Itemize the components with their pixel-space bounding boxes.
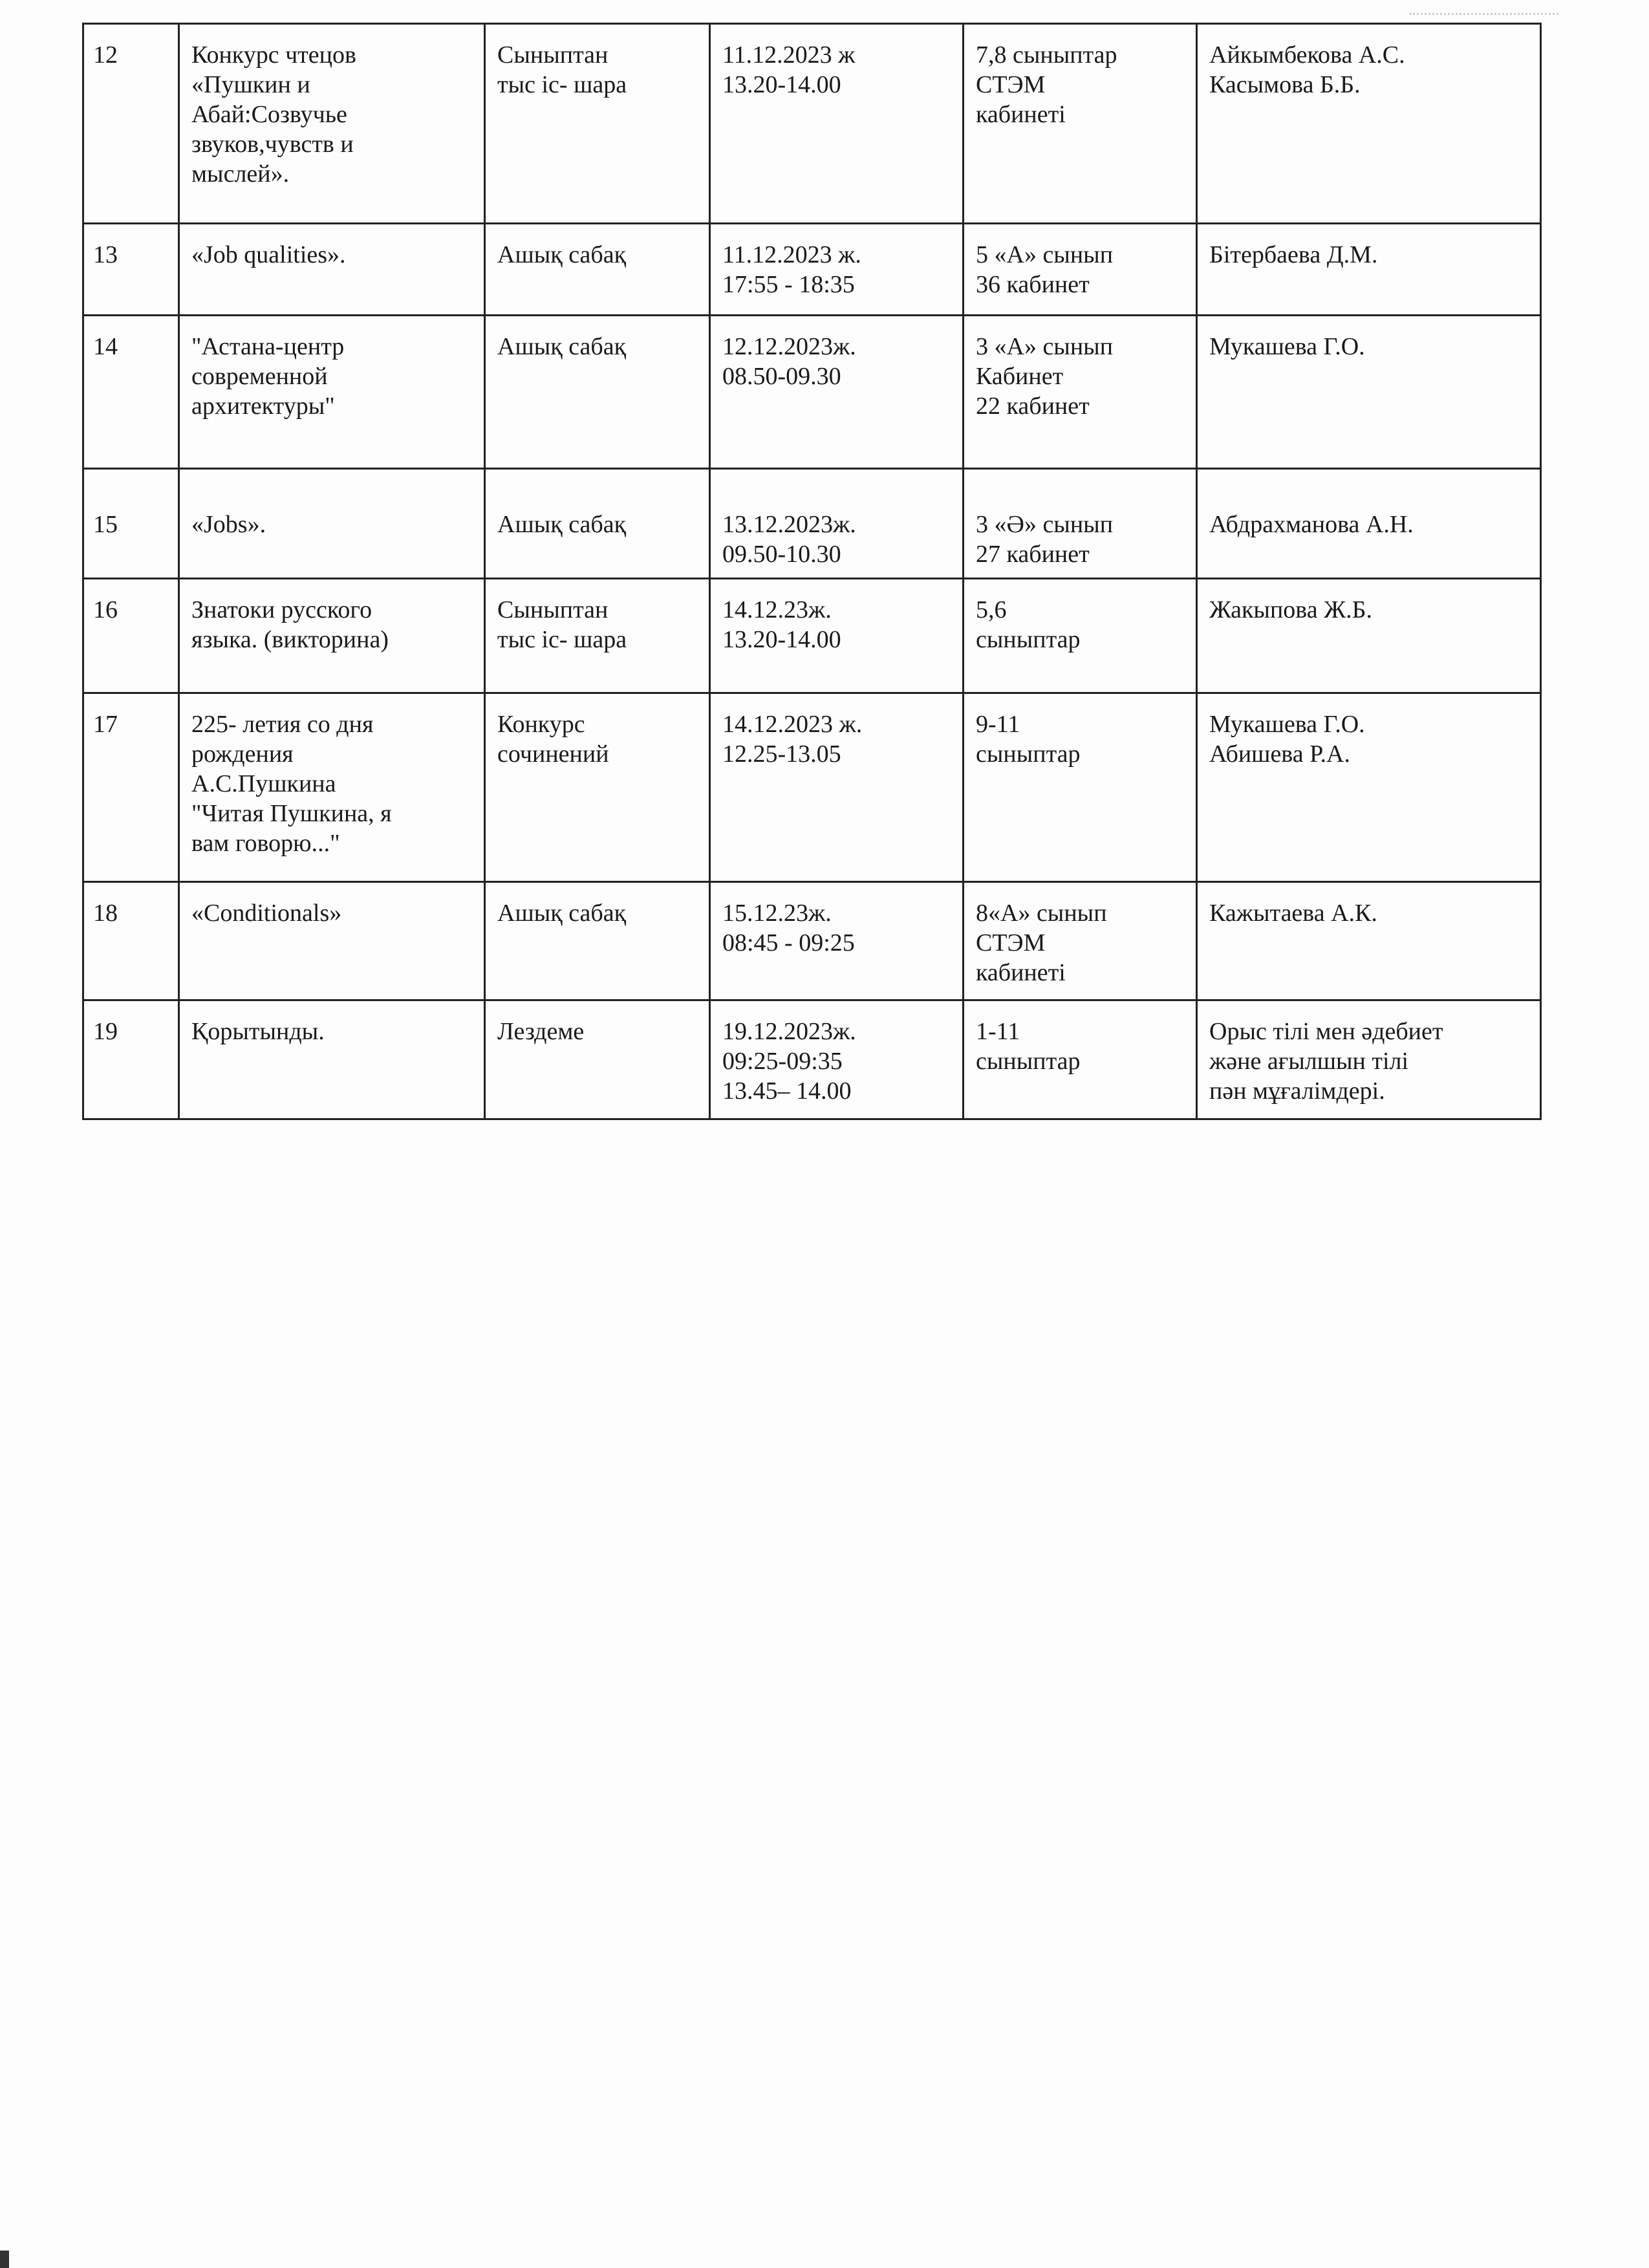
event-responsible: Мукашева Г.О. xyxy=(1197,316,1541,469)
table-row xyxy=(83,469,1541,579)
event-responsible: Кажытаева А.К. xyxy=(1197,882,1541,1000)
event-form: Сыныптан тыс іс- шара xyxy=(485,24,710,224)
table-row xyxy=(83,882,1541,1000)
event-date: 11.12.2023 ж 13.20-14.00 xyxy=(710,24,964,224)
event-place: 1-11 сыныптар xyxy=(964,1000,1197,1119)
event-form: Ашық сабақ xyxy=(485,469,710,579)
table-row xyxy=(83,24,1541,224)
event-place: 5,6 сыныптар xyxy=(964,579,1197,693)
event-form: Ашық сабақ xyxy=(485,882,710,1000)
table-row xyxy=(83,693,1541,882)
event-responsible: Орыс тілі мен әдебиет және ағылшын тілі пән мұғалімдері. xyxy=(1197,1000,1541,1119)
table-row xyxy=(83,316,1541,469)
row-number: 13 xyxy=(83,224,179,316)
row-number: 19 xyxy=(83,1000,179,1119)
event-title: «Jobs». xyxy=(179,469,485,579)
event-responsible: Жакыпова Ж.Б. xyxy=(1197,579,1541,693)
row-number: 12 xyxy=(83,24,179,224)
event-form: Лездеме xyxy=(485,1000,710,1119)
event-place: 9-11 сыныптар xyxy=(964,693,1197,882)
row-number: 18 xyxy=(83,882,179,1000)
event-form: Ашық сабақ xyxy=(485,224,710,316)
row-number: 14 xyxy=(83,316,179,469)
scan-edge-mark xyxy=(0,2251,9,2268)
table-row xyxy=(83,579,1541,693)
event-date: 13.12.2023ж. 09.50-10.30 xyxy=(710,469,964,579)
row-number: 17 xyxy=(83,693,179,882)
event-date: 14.12.23ж. 13.20-14.00 xyxy=(710,579,964,693)
event-date: 11.12.2023 ж. 17:55 - 18:35 xyxy=(710,224,964,316)
event-date: 12.12.2023ж. 08.50-09.30 xyxy=(710,316,964,469)
event-title: "Астана-центр современной архитектуры" xyxy=(179,316,485,469)
event-form: Ашық сабақ xyxy=(485,316,710,469)
event-date: 14.12.2023 ж. 12.25-13.05 xyxy=(710,693,964,882)
event-place: 7,8 сыныптар СТЭМ кабинеті xyxy=(964,24,1197,224)
event-date: 15.12.23ж. 08:45 - 09:25 xyxy=(710,882,964,1000)
event-date: 19.12.2023ж. 09:25-09:35 13.45– 14.00 xyxy=(710,1000,964,1119)
event-place: 3 «А» сынып Кабинет 22 кабинет xyxy=(964,316,1197,469)
event-place: 3 «Ә» сынып 27 кабинет xyxy=(964,469,1197,579)
row-number: 16 xyxy=(83,579,179,693)
table-row xyxy=(83,1000,1541,1119)
event-title: Қорытынды. xyxy=(179,1000,485,1119)
event-responsible: Абдрахманова А.Н. xyxy=(1197,469,1541,579)
event-responsible: Айкымбекова А.С. Касымова Б.Б. xyxy=(1197,24,1541,224)
event-form: Сыныптан тыс іс- шара xyxy=(485,579,710,693)
event-title: Конкурс чтецов «Пушкин и Абай:Созвучье звуков,чувств и мыслей». xyxy=(179,24,485,224)
event-title: «Job qualities». xyxy=(179,224,485,316)
row-number: 15 xyxy=(83,469,179,579)
event-title: «Conditionals» xyxy=(179,882,485,1000)
event-place: 8«А» сынып СТЭМ кабинеті xyxy=(964,882,1197,1000)
table-row xyxy=(83,224,1541,316)
event-title: 225- летия со дня рождения А.С.Пушкина "Читая Пушкина, я вам говорю..." xyxy=(179,693,485,882)
event-responsible: Бітербаева Д.М. xyxy=(1197,224,1541,316)
event-responsible: Мукашева Г.О. Абишева Р.А. xyxy=(1197,693,1541,882)
event-title: Знатоки русского языка. (викторина) xyxy=(179,579,485,693)
event-schedule-table xyxy=(82,23,1542,1120)
event-form: Конкурс сочинений xyxy=(485,693,710,882)
event-place: 5 «А» сынып 36 кабинет xyxy=(964,224,1197,316)
